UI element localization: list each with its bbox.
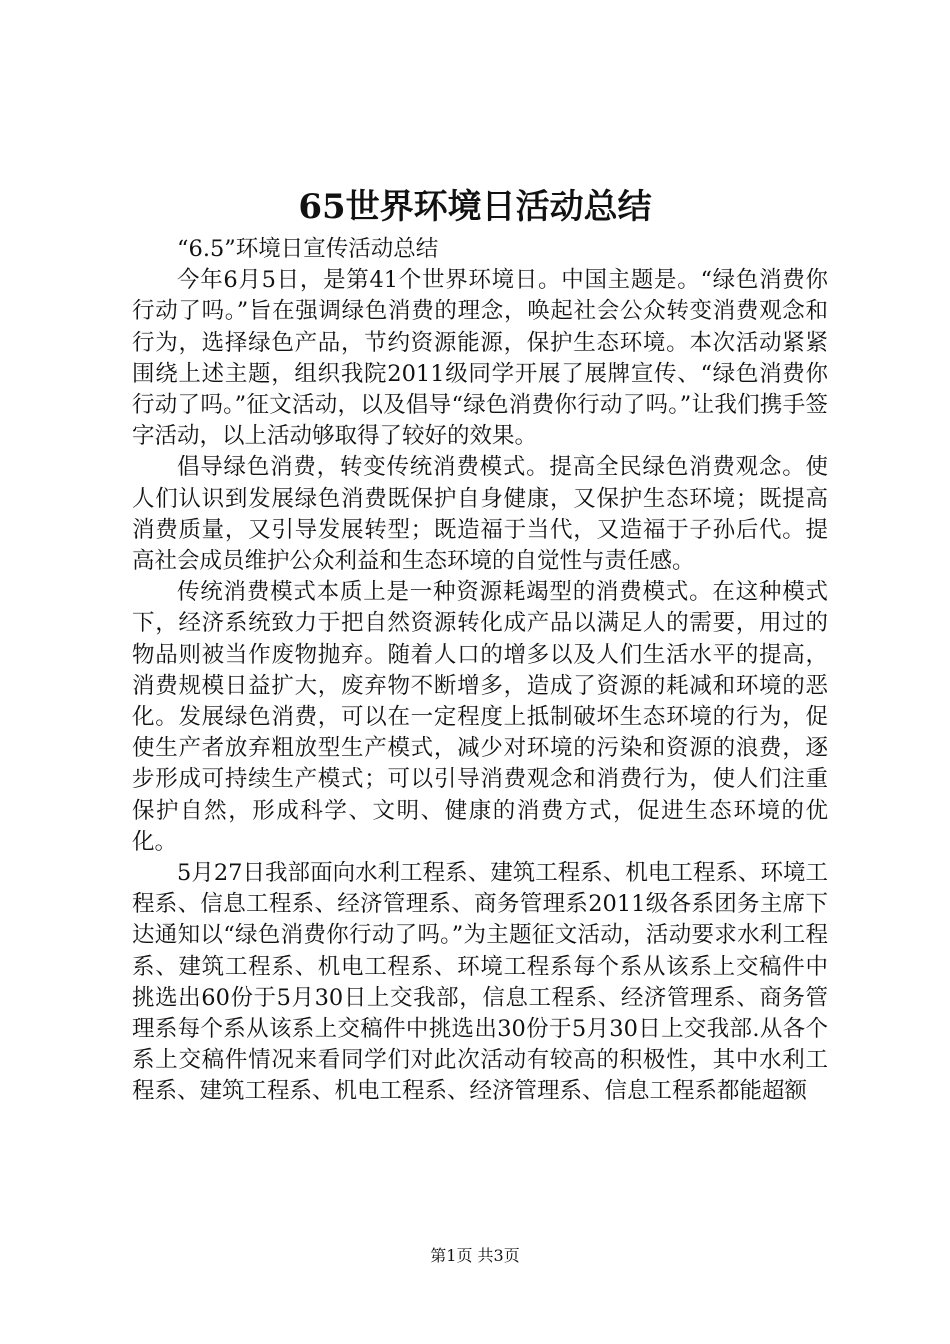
paragraph: 5月27日我部面向水利工程系、建筑工程系、机电工程系、环境工程系、信息工程系、经济管理系、商务管理系2011级各系团务主席下达通知以“绿色消费你行动了吗。”为主题征文活动，活动要求水利工程系、建筑工程系、机电工程系、环境工程系每个系从该系上交稿件中挑选出60份于5月30日上交我部，信息工程系、经济管理系、商务管理系每个系从该系上交稿件中挑选出30份于5月30日上交我部.从各个系上交稿件情况来看同学们对此次活动有较高的积极性，其中水利工程系、建筑工程系、机电工程系、经济管理系、信息工程系都能超额 xyxy=(132,860,828,1105)
page-footer: 第1页 共3页 xyxy=(430,1246,520,1265)
paragraph: 今年6月5日，是第41个世界环境日。中国主题是。“绿色消费你行动了吗。”旨在强调绿色消费的理念，唤起社会公众转变消费观念和行为，选择绿色产品，节约资源能源，保护生态环境。本次活动紧紧围绕上述主题，组织我院2011级同学开展了展牌宣传、“绿色消费你行动了吗。”征文活动，以及倡导“绿色消费你行动了吗。”让我们携手签字活动，以上活动够取得了较好的效果。 xyxy=(132,267,828,450)
paragraph: 传统消费模式本质上是一种资源耗竭型的消费模式。在这种模式下，经济系统致力于把自然资源转化成产品以满足人的需要，用过的物品则被当作废物抛弃。随着人口的增多以及人们生活水平的提高，消费规模日益扩大，废弃物不断增多，造成了资源的耗减和环境的恶化。发展绿色消费，可以在一定程度上抵制破坏生态环境的行为，促使生产者放弃粗放型生产模式，减少对环境的污染和资源的浪费，逐步形成可持续生产模式；可以引导消费观念和消费行为，使人们注重保护自然，形成科学、文明、健康的消费方式，促进生态环境的优化。 xyxy=(132,579,828,855)
document-title: 65世界环境日活动总结 xyxy=(298,187,652,227)
paragraph: 倡导绿色消费，转变传统消费模式。提高全民绿色消费观念。使人们认识到发展绿色消费既保护自身健康，又保护生态环境；既提高消费质量，又引导发展转型；既造福于当代，又造福于子孙后代。提高社会成员维护公众利益和生态环境的自觉性与责任感。 xyxy=(132,454,828,575)
paragraph-subtitle: “6.5”环境日宣传活动总结 xyxy=(177,236,439,262)
document-body xyxy=(132,234,828,1108)
